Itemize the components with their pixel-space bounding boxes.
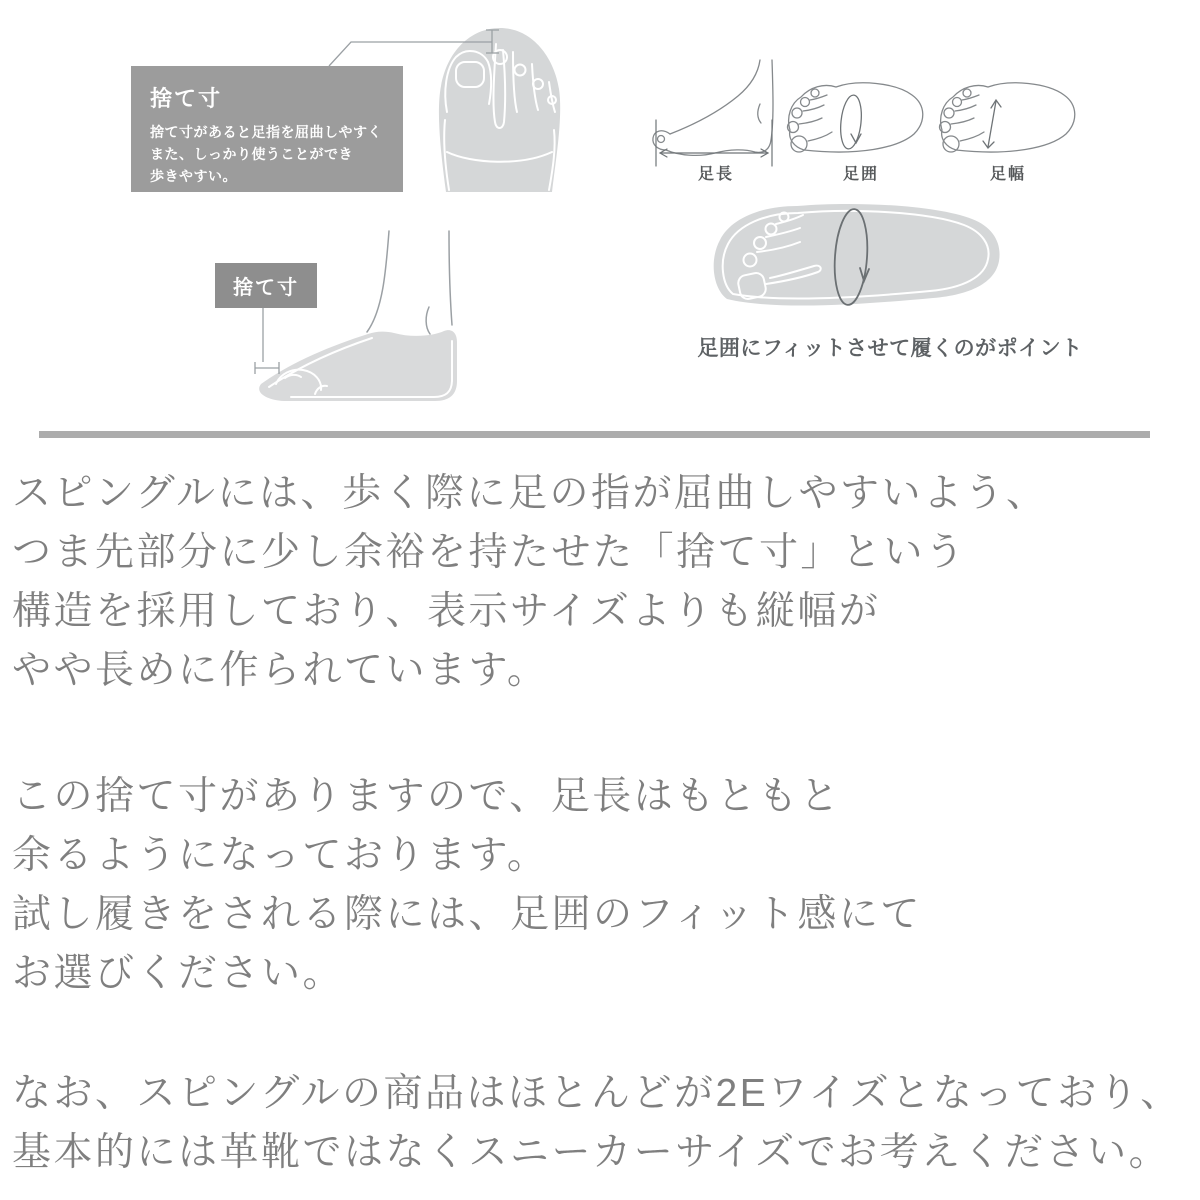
text-line: やや長めに作られています。 — [12, 649, 549, 692]
foot-width-diagram — [940, 83, 1075, 152]
text-line: 基本的には革靴ではなくスニーカーサイズでお考えください。 — [12, 1131, 1171, 1174]
paragraph-1 — [12, 464, 1197, 700]
text-line: なお、スピングルの商品はほとんどが2Eワイズとなっており、 — [12, 1072, 1182, 1115]
foot-girth-fit-illustration — [714, 204, 1000, 306]
text-line: 試し履きをされる際には、足囲のフィット感にて — [12, 893, 922, 936]
info-box-title: 捨て寸 — [150, 86, 223, 111]
section-divider — [39, 431, 1150, 438]
shoe-sizing-diagram — [0, 0, 1200, 440]
info-box-line: 捨て寸があると足指を屈曲しやすく — [150, 124, 382, 140]
text-line: お選びください。 — [12, 952, 345, 995]
foot-length-diagram — [653, 60, 773, 166]
sute-sun-info-box — [131, 66, 403, 192]
foot-side-shoe-illustration — [255, 231, 457, 401]
text-line: 構造を採用しており、表示サイズよりも縦幅が — [12, 590, 881, 633]
label-foot-girth: 足囲 — [842, 166, 879, 183]
text-line: 余るようになっております。 — [12, 834, 549, 877]
info-box-line: また、しっかり使うことができ — [150, 146, 353, 162]
info-box-line: 歩きやすい。 — [150, 168, 237, 184]
sute-sun-measure-mark — [255, 308, 279, 374]
description-text — [12, 464, 1197, 1182]
foot-girth-diagram — [788, 83, 923, 152]
text-line: スピングルには、歩く際に足の指が屈曲しやすいよう、 — [12, 472, 1048, 515]
label-foot-length: 足長 — [697, 166, 734, 183]
girth-fit-caption: 足囲にフィットさせて履くのがポイント — [697, 337, 1083, 360]
foot-top-view-illustration — [439, 28, 560, 192]
text-line: この捨て寸がありますので、足長はもともと — [12, 775, 842, 818]
paragraph-2 — [12, 767, 1197, 1003]
sute-sun-side-label: 捨て寸 — [215, 263, 317, 308]
label-foot-width: 足幅 — [989, 166, 1026, 183]
paragraph-3 — [12, 1064, 1197, 1182]
text-line: つま先部分に少し余裕を持たせた「捨て寸」という — [12, 531, 967, 574]
